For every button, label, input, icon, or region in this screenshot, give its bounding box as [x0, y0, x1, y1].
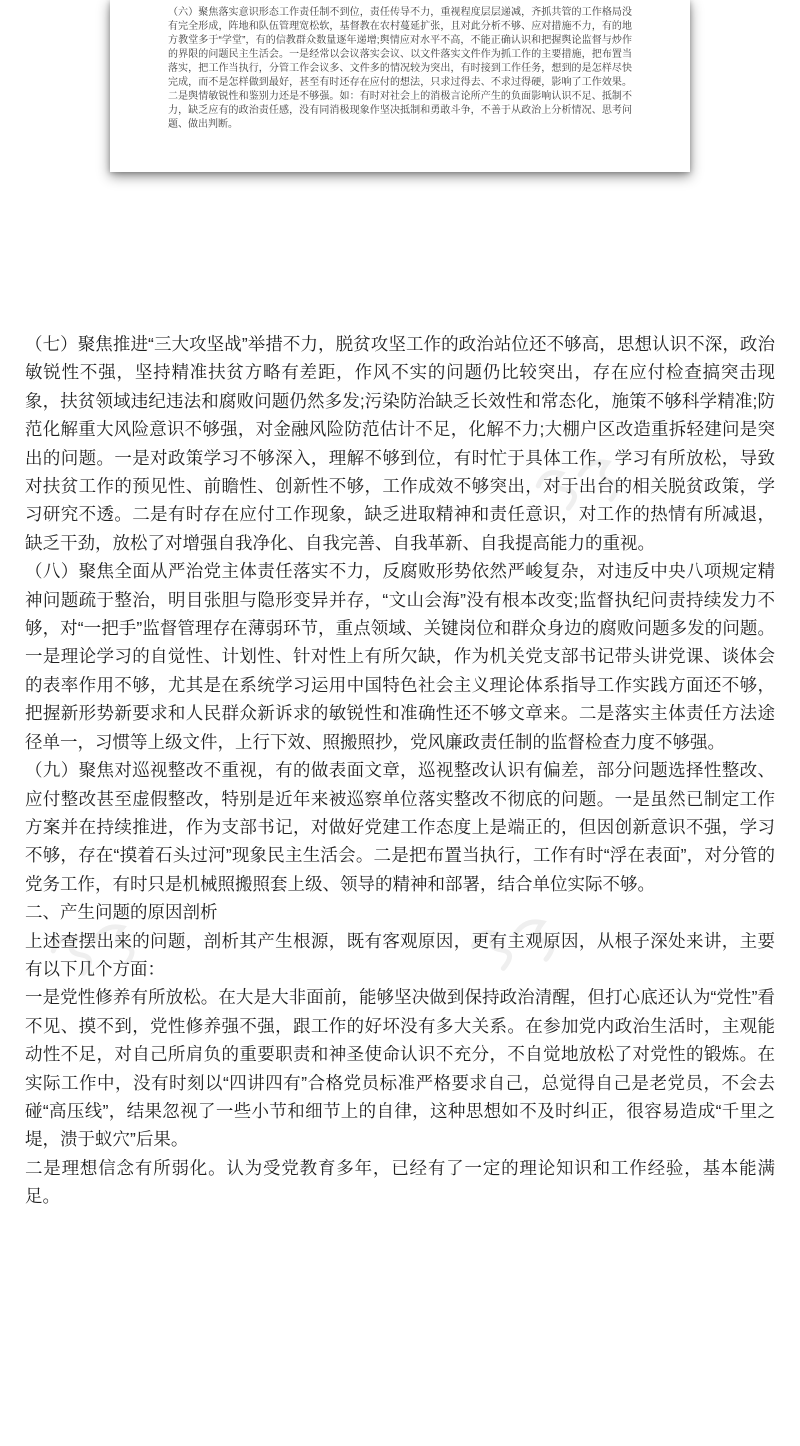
paragraph-nine: （九）聚焦对巡视整改不重视，有的做表面文章，巡视整改认识有偏差，部分问题选择性整改、应付整改甚至虚假整改，特别是近年来被巡察单位落实整改不彻底的问题。一是虽然已制定工作方案并在持续推进，作为支部书记，对做好党建工作态度上是端正的，但因创新意识不强，学习不够，存在“摸着石头过河”现象民主生活会。二是把布置当执行，工作有时“浮在表面”，对分管的党务工作，有时只是机械照搬照套上级、领导的精神和部署，结合单位实际不够。: [25, 760, 775, 894]
paragraph-cause-two: 二是理想信念有所弱化。认为受党教育多年，已经有了一定的理论知识和工作经验，基本能满足。: [25, 1157, 775, 1207]
paragraph-eight: （八）聚焦全面从严治党主体责任落实不力，反腐败形势依然严峻复杂，对违反中央八项规定精神问题疏于整治，明目张胆与隐形变异并存，“文山会海”没有根本改变;监督执纪问责持续发力不够，对“一把手”监督管理存在薄弱环节，重点领域、关键岗位和群众身边的腐败问题多发的问题。一是理论学习的自觉性、计划性、针对性上有所欠缺，作为机关党支部书记带头讲党课、谈体会的表率作用不够，尤其是在系统学习运用中国特色社会主义理论体系指导工作实践方面还不够，把握新形势新要求和人民群众新诉求的敏锐性和准确性还不够文章来。二是落实主体责任方法途径单一，习惯等上级文件，上行下效、照搬照抄，党风廉政责任制的监督检查力度不够强。: [25, 561, 775, 752]
paragraph-seven: （七）聚焦推进“三大攻坚战”举措不力，脱贫攻坚工作的政治站位还不够高，思想认识不深，政治敏锐性不强，坚持精准扶贫方略有差距，作风不实的问题仍比较突出，存在应付检查搞突击现象，扶贫领域违纪违法和腐败问题仍然多发;污染防治缺乏长效性和常态化，施策不够科学精准;防范化解重大风险意识不够强，对金融风险防范估计不足，化解不力;大棚户区改造重拆轻建问是突出的问题。一是对政策学习不够深入，理解不够到位，有时忙于具体工作，学习有所放松，导致对扶贫工作的预见性、前瞻性、创新性不够，工作成效不够突出，对于出台的相关脱贫政策，学习研究不透。二是有时存在应付工作现象，缺乏进取精神和责任意识，对工作的热情有所减退，缺乏干劲，放松了对增强自我净化、自我完善、自我革新、自我提高能力的重视。: [25, 334, 775, 553]
document-body: [0, 330, 800, 1211]
paragraph-causes-intro: 上述查摆出来的问题，剖析其产生根源，既有客观原因，更有主观原因，从根子深处来讲，主要有以下几个方面：: [25, 930, 775, 979]
paragraph-cause-one: 一是党性修养有所放松。在大是大非面前，能够坚决做到保持政治清醒，但打心底还认为“党性”看不见、摸不到，党性修养强不强，跟工作的好坏没有多大关系。在参加党内政治生活时，主观能动性不足，对自己所肩负的重要职责和神圣使命认识不充分，不自觉地放松了对党性的锻炼。在实际工作中，没有时刻以“四讲四有”合格党员标准严格要求自己，总觉得自己是老党员，不会去碰“高压线”，结果忽视了一些小节和细节上的自律，这种思想如不及时纠正，很容易造成“千里之堤，溃于蚁穴”后果。: [25, 987, 775, 1150]
page-fragment-text: （六）聚焦落实意识形态工作责任制不到位，责任传导不力，重视程度层层递减，齐抓共管的工作格局没有完全形成，阵地和队伍管理宽松软，基督教在农村蔓延扩张，且对此分析不够、应对措施不力，有的地方教堂多于“学堂”，有的信教群众数量逐年递增;舆情应对水平不高，不能正确认识和把握舆论监督与炒作的界限的问题民主生活会。一是经常以会议落实会议、以文件落实文件作为抓工作的主要措施，把布置当落实，把工作当执行，分管工作会议多、文件多的情况较为突出，有时接到工作任务，想到的是怎样尽快完成，而不是怎样做到最好，甚至有时还存在应付的想法，只求过得去、不求过得硬，影响了工作效果。二是舆情敏锐性和鉴别力还是不够强。如：有时对社会上的消极言论所产生的负面影响认识不足、抵制不力，缺乏应有的政治责任感，没有同消极现象作坚决抵制和勇敢斗争，不善于从政治上分析情况、思考问题、做出判断。: [168, 7, 632, 130]
page-fragment: [110, 0, 690, 172]
section-heading-causes: 二、产生问题的原因剖析: [25, 902, 218, 923]
